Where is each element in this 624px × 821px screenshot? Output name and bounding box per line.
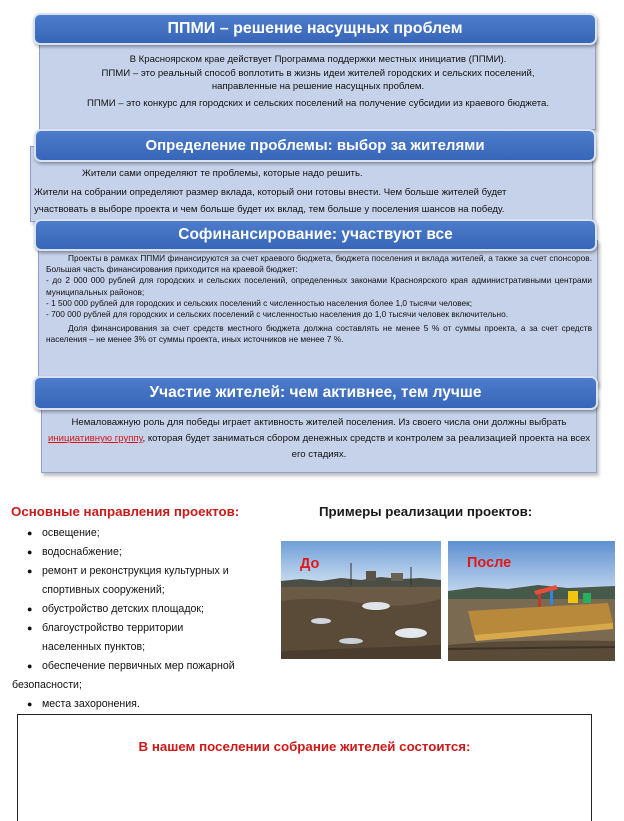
list-item-text: обеспечение первичных мер пожарной bbox=[42, 660, 235, 672]
text-line: Жители на собрании определяют размер вклада, который они готовы внести. Чем больше жителей будет bbox=[34, 186, 507, 198]
section-cofinancing-header: Софинансирование: участвуют все bbox=[34, 219, 597, 251]
list-item-text: водоснабжение; bbox=[42, 546, 122, 558]
participation-text-end: , которая будет заниматься сбором денежных средств и контролем за реализацией проекта на всех его стадиях. bbox=[142, 433, 591, 460]
list-item-text: места захоронения. bbox=[42, 698, 140, 710]
list-item-text: ремонт и реконструкция культурных и bbox=[42, 565, 229, 577]
participation-text-start: Немаловажную роль для победы играет активность жителей поселения. Из своего числа они должны выбрать bbox=[71, 417, 567, 428]
section-ppmi-text bbox=[42, 53, 594, 110]
text-paragraph: - 1 500 000 рублей для городских и сельских поселений с численностью населения более 1,0 тысячи человек; bbox=[46, 297, 473, 308]
after-label: После bbox=[467, 555, 512, 571]
text-line: Жители сами определяют те проблемы, которые надо решить. bbox=[82, 168, 363, 179]
list-item bbox=[12, 676, 289, 695]
list-item-text: населенных пунктов; bbox=[42, 641, 146, 653]
list-item bbox=[29, 600, 289, 619]
bullet-icon: ● bbox=[27, 661, 33, 671]
list-item bbox=[29, 543, 289, 562]
section-problem-text bbox=[34, 167, 590, 217]
section-problem-header: Определение проблемы: выбор за жителями bbox=[34, 129, 596, 162]
list-item bbox=[29, 562, 289, 581]
meeting-announcement-box bbox=[17, 714, 592, 821]
directions-list bbox=[12, 524, 289, 714]
examples-title: Примеры реализации проектов: bbox=[319, 504, 533, 519]
list-item bbox=[29, 524, 289, 543]
bullet-icon: ● bbox=[27, 604, 33, 614]
text-paragraph: - 700 000 рублей для городских и сельских поселений с численностью населения до 1,0 тысячи человек включительно. bbox=[46, 309, 509, 320]
text-line: направленные на решение насущных проблем. bbox=[211, 81, 425, 93]
text-line: В Красноярском крае действует Программа поддержки местных инициатив (ППМИ). bbox=[129, 54, 507, 65]
list-item bbox=[29, 638, 289, 657]
text-paragraph: - до 2 000 000 рублей для городских и сельских поселений, определенных законами Красноярского края административными центрами муниципальных районов; bbox=[46, 275, 592, 297]
text-line: ППМИ – это конкурс для городских и сельских поселений на получение субсидии из краевого бюджета. bbox=[86, 97, 550, 109]
directions-title: Основные направления проектов: bbox=[11, 504, 240, 519]
list-item bbox=[29, 619, 289, 638]
section-participation-text bbox=[46, 415, 592, 463]
section-ppmi-header: ППМИ – решение насущных проблем bbox=[33, 13, 597, 45]
list-item bbox=[29, 657, 289, 676]
bullet-icon: ● bbox=[27, 528, 33, 538]
before-label: До bbox=[300, 556, 320, 572]
list-item bbox=[29, 581, 289, 600]
before-photo bbox=[281, 541, 441, 659]
bullet-icon: ● bbox=[27, 547, 33, 557]
text-paragraph: Проекты в рамках ППМИ финансируются за счет краевого бюджета, бюджета поселения и вклада жителей, а также за счет спонсоров. Большая часть финансирования приходится на краевой бюджет: bbox=[46, 253, 592, 275]
list-item bbox=[29, 695, 289, 714]
bullet-icon: ● bbox=[27, 566, 33, 576]
section-cofinancing-text bbox=[46, 253, 592, 346]
after-photo bbox=[448, 541, 615, 661]
list-item-text: безопасности; bbox=[12, 679, 82, 691]
meeting-announcement-text: В нашем поселении собрание жителей состоится: bbox=[138, 739, 471, 754]
list-item-text: благоустройство территории bbox=[42, 622, 184, 634]
text-line: участвовать в выборе проекта и чем больше будет их вклад, тем больше у поселения шансов на победу. bbox=[34, 204, 505, 216]
bullet-icon: ● bbox=[27, 623, 33, 633]
list-item-text: спортивных сооружений; bbox=[42, 584, 165, 596]
bullet-icon: ● bbox=[27, 699, 33, 709]
list-item-text: обустройство детских площадок; bbox=[42, 603, 204, 615]
section-participation-header: Участие жителей: чем активнее, тем лучше bbox=[33, 376, 598, 410]
list-item-text: освещение; bbox=[42, 527, 100, 539]
text-line: ППМИ – это реальный способ воплотить в жизнь идеи жителей городских и сельских поселений, bbox=[101, 67, 535, 79]
initiative-group-link: инициативную группу bbox=[47, 433, 143, 444]
text-paragraph: Доля финансирования за счет средств местного бюджета должна составлять не менее 5 % от суммы проекта, а за счет средств населения – не менее 3% от суммы проекта, иных источников не менее 7 %. bbox=[46, 323, 592, 345]
